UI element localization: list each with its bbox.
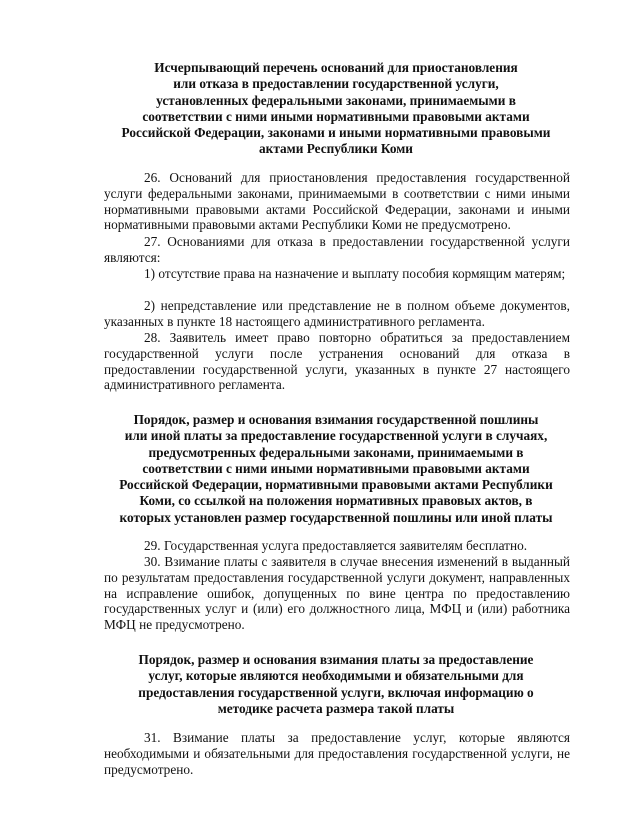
- paragraph-28: 28. Заявитель имеет право повторно обратиться за предоставлением государственной услуги после устранения оснований для отказа в предоставлении государственной услуги, указанных в пункте 27 настоящего административного регламента.: [104, 330, 570, 393]
- paragraph-29: 29. Государственная услуга предоставляется заявителям бесплатно.: [144, 538, 528, 553]
- heading-line: Российской Федерации, законами и иными нормативными правовыми: [121, 125, 551, 141]
- paragraph-30: 30. Взимание платы с заявителя в случае внесения изменений в выданный по результатам предоставления государственной услуги документ, направленных на исправление ошибок, допущенных по вине центра по предоставлению государственных услуг и (или) его должностного лица, МФЦ и (или) работника МФЦ не предусмотрено.: [104, 554, 570, 633]
- heading-line: Порядок, размер и основания взимания платы за предоставление: [138, 652, 534, 667]
- paragraph-27: 27. Основаниями для отказа в предоставлении государственной услуги являются:: [104, 234, 570, 265]
- paragraph-27-item-2: 2) непредставление или представление не в полном объеме документов, указанных в пункте 18 настоящего административного регламента.: [104, 298, 570, 329]
- section-heading-state-duty: [100, 412, 572, 526]
- heading-line: предусмотренных федеральными законами, принимаемыми в: [148, 444, 524, 460]
- heading-line: предоставления государственной услуги, включая информацию о: [138, 684, 534, 700]
- heading-line: соответствии с ними иными нормативными правовыми актами: [142, 460, 530, 476]
- paragraph-27-item-1: 1) отсутствие права на назначение и выплату пособия кормящим матерям;: [144, 266, 566, 281]
- heading-line: актами Республики Коми: [259, 141, 413, 157]
- heading-line: Коми, со ссылкой на положения нормативных правовых актов, в: [139, 493, 533, 509]
- paragraph-26: 26. Оснований для приостановления предоставления государственной услуги федеральными законами, принимаемыми в соответствии с ними иными нормативными правовыми актами Российской Федерации, законами и иными нормативными правовыми актами Республики Коми не предусмотрено.: [104, 170, 570, 233]
- heading-line: Российской Федерации, нормативными правовыми актами Республики: [119, 477, 553, 493]
- heading-line: соответствии с ними иными нормативными правовыми актами: [142, 108, 530, 124]
- heading-line: или иной платы за предоставление государственной услуги в случаях,: [124, 428, 548, 444]
- heading-line: услуг, которые являются необходимыми и обязательными для: [148, 668, 524, 684]
- heading-line: Порядок, размер и основания взимания государственной пошлины: [133, 412, 539, 427]
- section-heading-suspension-refusal: [100, 60, 572, 158]
- heading-line: установленных федеральными законами, принимаемыми в: [156, 92, 516, 108]
- heading-line: или отказа в предоставлении государственной услуги,: [173, 76, 499, 92]
- heading-line: которых установлен размер государственной пошлины или иной платы: [119, 509, 553, 525]
- heading-line: Исчерпывающий перечень оснований для приостановления: [154, 60, 518, 75]
- heading-line: методике расчета размера такой платы: [217, 700, 455, 716]
- section-heading-required-services-fee: [100, 652, 572, 717]
- paragraph-31: 31. Взимание платы за предоставление услуг, которые являются необходимыми и обязательными для предоставления государственной услуги, не предусмотрено.: [104, 730, 570, 777]
